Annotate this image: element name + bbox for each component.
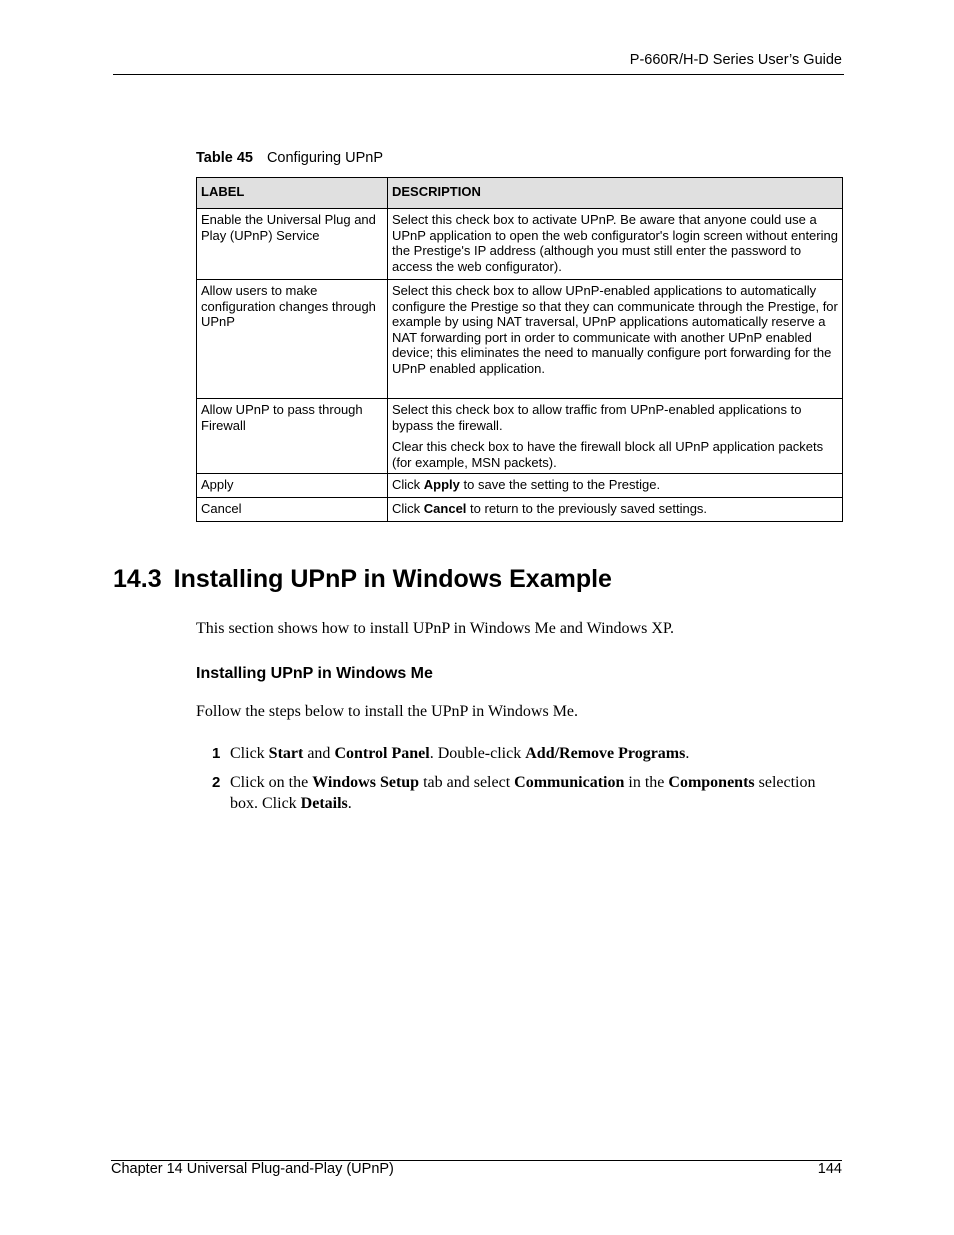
step-text: . Double-click: [429, 745, 526, 762]
step-text: tab and select: [419, 774, 515, 791]
step-bold: Details: [300, 795, 348, 812]
step-text: and: [303, 745, 335, 762]
steps-list: [196, 743, 816, 822]
section-heading: [113, 565, 612, 594]
step-text: selection box. Click: [230, 774, 816, 812]
column-header-description: DESCRIPTION: [388, 178, 843, 209]
section-intro: This section shows how to install UPnP in Windows Me and Windows XP.: [196, 620, 674, 637]
table-row: [197, 474, 843, 498]
steps-intro: Follow the steps below to install the UPnP in Windows Me.: [196, 703, 579, 720]
configuring-upnp-table: [196, 177, 843, 522]
footer-chapter: Chapter 14 Universal Plug-and-Play (UPnP): [111, 1161, 394, 1177]
row-description: [388, 280, 843, 399]
list-item: [196, 743, 816, 764]
subsection-heading: Installing UPnP in Windows Me: [196, 665, 433, 682]
table-row: [197, 280, 843, 399]
table-row: [197, 209, 843, 280]
row-description: [388, 498, 843, 522]
column-header-label: LABEL: [197, 178, 388, 209]
table-row: [197, 498, 843, 522]
step-bold: Control Panel: [334, 745, 430, 762]
step-bold: Communication: [514, 774, 625, 791]
step-bold: Components: [668, 774, 755, 791]
description-paragraph: Select this check box to allow UPnP-enabled applications to automatically configure the Prestige so that they can communicate through the Prestige, for example by using NAT traversal, UPnP applications automatically reserve a NAT forwarding port in order to communicate with another UPnP enabled device; this eliminates the need to manually configure port forwarding for the UPnP enabled application.: [392, 283, 838, 376]
row-description: [388, 399, 843, 474]
row-description: [388, 474, 843, 498]
table-row: [197, 399, 843, 474]
row-description: [388, 209, 843, 280]
table-caption-number: Table 45: [196, 150, 253, 166]
step-bold: Windows Setup: [312, 774, 420, 791]
step-text: in the: [624, 774, 669, 791]
table-header-row: [197, 178, 843, 209]
step-number: 1: [212, 745, 221, 762]
table-caption-title: Configuring UPnP: [266, 150, 384, 166]
description-bold: Apply: [423, 477, 460, 493]
row-label: Cancel: [197, 498, 388, 522]
description-paragraph: Clear this check box to have the firewall block all UPnP application packets (for example, MSN packets).: [392, 439, 824, 470]
description-bold: Cancel: [423, 501, 467, 517]
row-label: Allow users to make configuration changes through UPnP: [197, 280, 388, 399]
list-item: [196, 772, 816, 814]
section-title: Installing UPnP in Windows Example: [173, 565, 612, 593]
description-text: Click: [392, 477, 424, 493]
row-label: Enable the Universal Plug and Play (UPnP) Service: [197, 209, 388, 280]
step-number: 2: [212, 774, 221, 791]
page-number: 144: [817, 1161, 842, 1177]
description-text: to save the setting to the Prestige.: [459, 477, 661, 493]
header-divider: [113, 74, 844, 75]
step-bold: Start: [268, 745, 304, 762]
step-bold: Add/Remove Programs: [525, 745, 686, 762]
description-paragraph: Select this check box to allow traffic from UPnP-enabled applications to bypass the firewall.: [392, 402, 802, 433]
row-label: Apply: [197, 474, 388, 498]
running-header-title: P-660R/H-D Series User’s Guide: [629, 52, 842, 68]
step-text: Click on the: [230, 774, 313, 791]
step-text: .: [347, 795, 352, 812]
step-text: Click: [230, 745, 269, 762]
step-text: .: [685, 745, 690, 762]
table-caption: [196, 150, 383, 166]
description-text: to return to the previously saved settings.: [466, 501, 708, 517]
description-paragraph: Select this check box to activate UPnP. Be aware that anyone could use a UPnP application to open the web configurator's login screen without entering the Prestige's IP address (although you must still enter the password to access the web configurator).: [392, 212, 838, 274]
section-number: 14.3: [113, 565, 162, 593]
row-label: Allow UPnP to pass through Firewall: [197, 399, 388, 474]
description-text: Click: [392, 501, 424, 517]
